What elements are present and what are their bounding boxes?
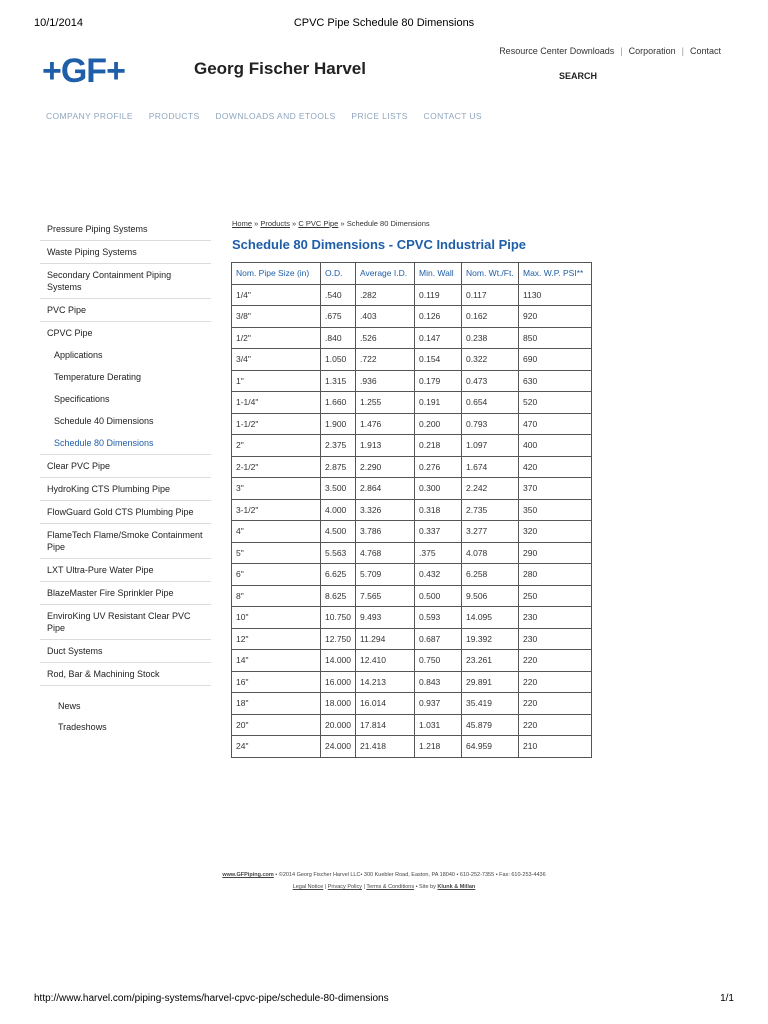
table-cell: 350 (519, 499, 592, 521)
site-logo[interactable] (42, 52, 366, 90)
table-row (232, 499, 592, 521)
table-cell: .840 (321, 327, 356, 349)
sidebar-item-cpvc-pipe[interactable]: CPVC Pipe (47, 328, 93, 338)
table-cell: 6" (232, 564, 321, 586)
table-cell: 320 (519, 521, 592, 543)
table-cell: 8" (232, 585, 321, 607)
table-cell: 1-1/2" (232, 413, 321, 435)
table-row (232, 349, 592, 371)
table-cell: 4" (232, 521, 321, 543)
sidebar-subitem-applications[interactable]: Applications (54, 350, 103, 360)
table-cell: 0.750 (415, 650, 462, 672)
footer-site-link[interactable]: www.GFPiping.com (222, 872, 274, 878)
sidebar-nav (40, 218, 211, 738)
table-cell: 24" (232, 736, 321, 758)
table-cell: 0.793 (462, 413, 519, 435)
col-header-max-psi: Max. W.P. PSI** (519, 263, 592, 285)
table-cell: .403 (356, 306, 415, 328)
footer-privacy-link[interactable]: Privacy Policy (327, 884, 362, 890)
table-row (232, 370, 592, 392)
table-cell: 16" (232, 671, 321, 693)
nav-downloads[interactable]: DOWNLOADS AND ETOOLS (215, 111, 336, 121)
table-cell: 4.768 (356, 542, 415, 564)
print-page-number: 1/1 (720, 993, 734, 1004)
table-cell: 10.750 (321, 607, 356, 629)
table-cell: 1" (232, 370, 321, 392)
table-cell: 0.191 (415, 392, 462, 414)
table-cell: .722 (356, 349, 415, 371)
table-cell: 0.117 (462, 284, 519, 306)
table-cell: 4.000 (321, 499, 356, 521)
table-cell: 35.419 (462, 693, 519, 715)
table-cell: 20.000 (321, 714, 356, 736)
table-cell: 20" (232, 714, 321, 736)
print-title: CPVC Pipe Schedule 80 Dimensions (293, 17, 475, 29)
sidebar-item-duct-systems[interactable]: Duct Systems (40, 640, 211, 663)
table-cell: 45.879 (462, 714, 519, 736)
table-cell: 250 (519, 585, 592, 607)
table-cell: 420 (519, 456, 592, 478)
table-cell: 0.687 (415, 628, 462, 650)
table-cell: 400 (519, 435, 592, 457)
table-cell: 1-1/4" (232, 392, 321, 414)
table-cell: 0.843 (415, 671, 462, 693)
table-cell: 5" (232, 542, 321, 564)
table-cell: 0.162 (462, 306, 519, 328)
table-cell: 0.154 (415, 349, 462, 371)
page-title: Schedule 80 Dimensions - CPVC Industrial Pipe (232, 237, 527, 252)
table-cell: 14" (232, 650, 321, 672)
table-cell: 2.864 (356, 478, 415, 500)
sidebar-item-secondary-containment[interactable]: Secondary Containment Piping Systems (40, 264, 211, 299)
table-cell: 920 (519, 306, 592, 328)
table-cell: 3.500 (321, 478, 356, 500)
sidebar-item-lxt[interactable]: LXT Ultra-Pure Water Pipe (40, 559, 211, 582)
table-cell: 7.565 (356, 585, 415, 607)
table-cell: 3.326 (356, 499, 415, 521)
table-cell: 1.050 (321, 349, 356, 371)
table-cell: 0.276 (415, 456, 462, 478)
table-cell: 17.814 (356, 714, 415, 736)
footer-agency-link[interactable]: Klunk & Millan (437, 884, 476, 890)
table-cell: 1/4" (232, 284, 321, 306)
breadcrumb: Home » Products » C PVC Pipe » Schedule 80 Dimensions (232, 219, 430, 228)
sidebar-item-hydroking[interactable]: HydroKing CTS Plumbing Pipe (40, 478, 211, 501)
table-cell: 21.418 (356, 736, 415, 758)
table-cell: 630 (519, 370, 592, 392)
table-cell: 1.476 (356, 413, 415, 435)
table-cell: 5.709 (356, 564, 415, 586)
site-footer: www.GFPiping.com • ©2014 Georg Fischer Harvel LLC• 300 Kuebler Road, Easton, PA 18040 • 610-252-7355 • Fax: 610-253-4436 Legal Notice | Privacy Policy | Terms & Conditions • Site by Klunk & Millan (222, 872, 546, 890)
table-cell: 470 (519, 413, 592, 435)
table-row (232, 585, 592, 607)
table-cell: 1.674 (462, 456, 519, 478)
nav-price-lists[interactable]: PRICE LISTS (351, 111, 408, 121)
table-cell: 6.625 (321, 564, 356, 586)
sidebar-item-waste-piping[interactable]: Waste Piping Systems (40, 241, 211, 264)
table-cell: 10" (232, 607, 321, 629)
table-row (232, 693, 592, 715)
table-row (232, 650, 592, 672)
table-cell: 29.891 (462, 671, 519, 693)
table-cell: 9.493 (356, 607, 415, 629)
table-row (232, 413, 592, 435)
table-cell: 2.290 (356, 456, 415, 478)
table-cell: 12.750 (321, 628, 356, 650)
table-cell: 0.119 (415, 284, 462, 306)
table-cell: 0.126 (415, 306, 462, 328)
sidebar-item-rod-bar[interactable]: Rod, Bar & Machining Stock (40, 663, 211, 686)
col-header-pipe-size: Nom. Pipe Size (in) (232, 263, 321, 285)
col-header-avg-id: Average I.D. (356, 263, 415, 285)
table-cell: 16.014 (356, 693, 415, 715)
footer-legal-link[interactable]: Legal Notice (292, 884, 324, 890)
breadcrumb-cpvc[interactable]: C PVC Pipe (298, 219, 339, 228)
table-cell: 210 (519, 736, 592, 758)
sidebar-item-flametech[interactable]: FlameTech Flame/Smoke Containment Pipe (40, 524, 211, 559)
table-row (232, 628, 592, 650)
table-cell: 9.506 (462, 585, 519, 607)
table-cell: 14.213 (356, 671, 415, 693)
table-cell: 220 (519, 671, 592, 693)
table-cell: 1.913 (356, 435, 415, 457)
table-cell: 1.031 (415, 714, 462, 736)
table-cell: 0.500 (415, 585, 462, 607)
nav-company-profile[interactable]: COMPANY PROFILE (46, 111, 133, 121)
search-button[interactable]: SEARCH (559, 71, 598, 81)
table-cell: 0.432 (415, 564, 462, 586)
table-row (232, 564, 592, 586)
table-cell: 1130 (519, 284, 592, 306)
sidebar-item-clear-pvc[interactable]: Clear PVC Pipe (40, 455, 211, 478)
col-header-min-wall: Min. Wall (415, 263, 462, 285)
main-nav (46, 111, 495, 121)
table-cell: 1.900 (321, 413, 356, 435)
nav-contact-us[interactable]: CONTACT US (423, 111, 482, 121)
table-cell: 4.500 (321, 521, 356, 543)
table-cell: 230 (519, 628, 592, 650)
table-cell: 2-1/2" (232, 456, 321, 478)
table-cell: 1.255 (356, 392, 415, 414)
table-cell: 0.238 (462, 327, 519, 349)
table-cell: 3" (232, 478, 321, 500)
table-cell: 0.179 (415, 370, 462, 392)
table-cell: 3/4" (232, 349, 321, 371)
table-cell: 0.473 (462, 370, 519, 392)
sidebar-item-enviroking[interactable]: EnviroKing UV Resistant Clear PVC Pipe (40, 605, 211, 640)
table-cell: 5.563 (321, 542, 356, 564)
sidebar-subitem-temperature-derating[interactable]: Temperature Derating (54, 372, 142, 382)
sidebar-item-flowguard[interactable]: FlowGuard Gold CTS Plumbing Pipe (40, 501, 211, 524)
sidebar-subitem-schedule-40[interactable]: Schedule 40 Dimensions (54, 416, 154, 426)
table-body (232, 284, 592, 757)
table-cell: 0.322 (462, 349, 519, 371)
table-cell: .375 (415, 542, 462, 564)
table-cell: 370 (519, 478, 592, 500)
table-cell: 220 (519, 714, 592, 736)
table-cell: 0.937 (415, 693, 462, 715)
table-cell: 8.625 (321, 585, 356, 607)
table-cell: .282 (356, 284, 415, 306)
sidebar-link-news[interactable]: News (58, 701, 81, 711)
sidebar-link-tradeshows[interactable]: Tradeshows (58, 722, 107, 732)
table-cell: 3.277 (462, 521, 519, 543)
util-link-corporation[interactable]: Corporation (628, 46, 676, 56)
table-cell: .540 (321, 284, 356, 306)
table-row (232, 607, 592, 629)
table-row (232, 284, 592, 306)
breadcrumb-products[interactable]: Products (260, 219, 290, 228)
util-link-contact[interactable]: Contact (689, 46, 721, 56)
table-cell: 220 (519, 650, 592, 672)
table-cell: 0.318 (415, 499, 462, 521)
nav-products[interactable]: PRODUCTS (148, 111, 200, 121)
table-row (232, 736, 592, 758)
table-header-row (232, 263, 592, 285)
table-cell: 14.000 (321, 650, 356, 672)
table-cell: 11.294 (356, 628, 415, 650)
table-cell: 3/8" (232, 306, 321, 328)
table-cell: 2.242 (462, 478, 519, 500)
utility-links: Resource Center Downloads | Corporation | Contact (499, 46, 721, 56)
table-cell: 1.315 (321, 370, 356, 392)
table-cell: 520 (519, 392, 592, 414)
table-cell: 1/2" (232, 327, 321, 349)
company-name: Georg Fischer Harvel (194, 59, 366, 78)
breadcrumb-current: Schedule 80 Dimensions (346, 219, 430, 228)
table-cell: 280 (519, 564, 592, 586)
table-cell: .675 (321, 306, 356, 328)
table-cell: 12" (232, 628, 321, 650)
table-cell: .526 (356, 327, 415, 349)
print-date: 10/1/2014 (34, 17, 83, 29)
table-cell: 4.078 (462, 542, 519, 564)
col-header-nom-wt: Nom. Wt./Ft. (462, 263, 519, 285)
table-cell: .936 (356, 370, 415, 392)
print-url: http://www.harvel.com/piping-systems/harvel-cpvc-pipe/schedule-80-dimensions (34, 993, 389, 1004)
table-cell: 19.392 (462, 628, 519, 650)
footer-terms-link[interactable]: Terms & Conditions (366, 884, 415, 890)
table-cell: 0.593 (415, 607, 462, 629)
table-cell: 12.410 (356, 650, 415, 672)
table-row (232, 456, 592, 478)
sidebar-subitem-specifications[interactable]: Specifications (54, 394, 110, 404)
table-cell: 16.000 (321, 671, 356, 693)
table-cell: 64.959 (462, 736, 519, 758)
table-cell: 0.300 (415, 478, 462, 500)
table-cell: 0.218 (415, 435, 462, 457)
table-cell: 220 (519, 693, 592, 715)
dimensions-table (231, 262, 592, 758)
table-row (232, 714, 592, 736)
table-row (232, 542, 592, 564)
table-cell: 690 (519, 349, 592, 371)
sidebar-item-pressure-piping[interactable]: Pressure Piping Systems (40, 218, 211, 241)
gf-logo-mark: +GF+ (42, 52, 125, 90)
table-cell: 18.000 (321, 693, 356, 715)
table-cell: 3.786 (356, 521, 415, 543)
table-cell: 0.654 (462, 392, 519, 414)
table-cell: 2" (232, 435, 321, 457)
table-cell: 3-1/2" (232, 499, 321, 521)
table-cell: 24.000 (321, 736, 356, 758)
table-cell: 18" (232, 693, 321, 715)
table-row (232, 671, 592, 693)
table-cell: 0.200 (415, 413, 462, 435)
table-row (232, 306, 592, 328)
table-cell: 2.375 (321, 435, 356, 457)
sidebar-item-pvc-pipe[interactable]: PVC Pipe (40, 299, 211, 322)
table-cell: 2.875 (321, 456, 356, 478)
table-row (232, 521, 592, 543)
table-cell: 23.261 (462, 650, 519, 672)
breadcrumb-home[interactable]: Home (232, 219, 253, 228)
table-cell: 0.337 (415, 521, 462, 543)
table-row (232, 327, 592, 349)
sidebar-subitem-schedule-80[interactable]: Schedule 80 Dimensions (40, 432, 211, 455)
table-row (232, 435, 592, 457)
table-cell: 850 (519, 327, 592, 349)
footer-address: • ©2014 Georg Fischer Harvel LLC• 300 Kuebler Road, Easton, PA 18040 • 610-252-7355 • Fax: 610-253-4436 (273, 872, 546, 878)
table-cell: 1.660 (321, 392, 356, 414)
table-cell: 14.095 (462, 607, 519, 629)
table-cell: 2.735 (462, 499, 519, 521)
table-row (232, 392, 592, 414)
col-header-od: O.D. (321, 263, 356, 285)
util-link-resource-center[interactable]: Resource Center Downloads (499, 46, 615, 56)
table-cell: 290 (519, 542, 592, 564)
sidebar-item-blazemaster[interactable]: BlazeMaster Fire Sprinkler Pipe (40, 582, 211, 605)
table-cell: 230 (519, 607, 592, 629)
table-cell: 1.218 (415, 736, 462, 758)
table-row (232, 478, 592, 500)
table-cell: 0.147 (415, 327, 462, 349)
table-cell: 6.258 (462, 564, 519, 586)
table-cell: 1.097 (462, 435, 519, 457)
